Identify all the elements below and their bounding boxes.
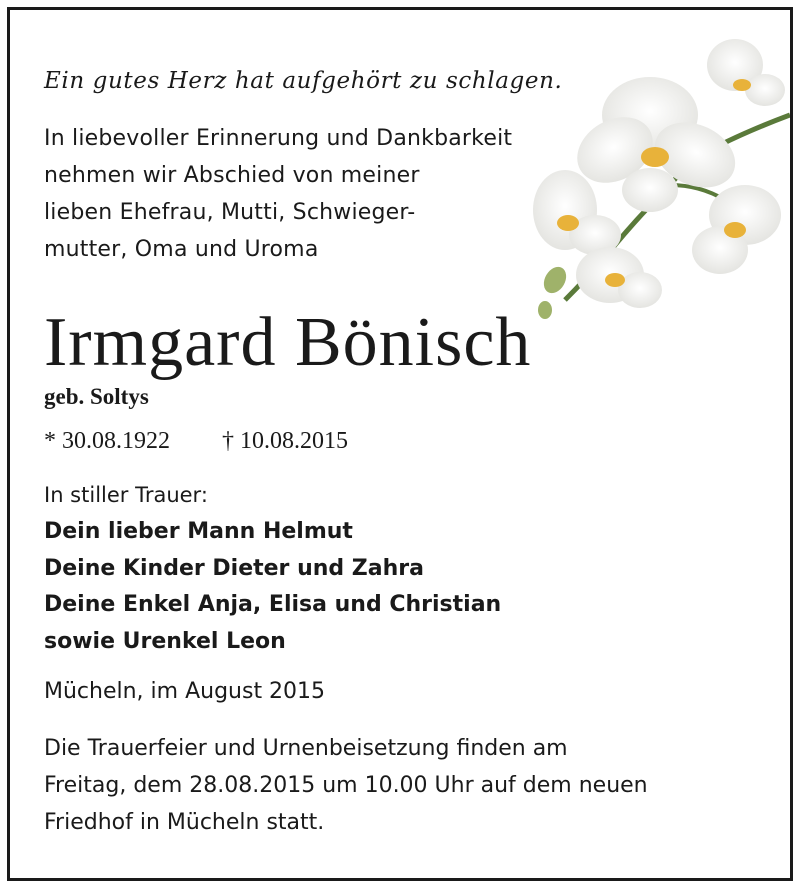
mourner-line: Deine Kinder Dieter und Zahra [44,555,424,581]
service-line: Die Trauerfeier und Urnenbeisetzung finden am [44,736,568,761]
mourner-line: Deine Enkel Anja, Elisa und Christian [44,592,502,617]
mourner-line: sowie Urenkel Leon [44,628,286,654]
service-info [44,730,648,841]
place-date: Mücheln, im August 2015 [44,679,326,704]
intro-line: lieben Ehefrau, Mutti, Schwieger- [44,200,416,225]
birth-date: * 30.08.1922 [44,428,170,454]
deceased-name: Irmgard Bönisch [44,304,532,381]
intro-line: nehmen wir Abschied von meiner [44,163,420,188]
life-dates [44,428,348,455]
obituary-notice [7,7,793,881]
intro-line: In liebevoller Erinnerung und Dankbarkeit [44,126,513,151]
service-line: Freitag, dem 28.08.2015 um 10.00 Uhr auf dem neuen [44,773,648,798]
mourners-list [44,514,501,660]
death-date: † 10.08.2015 [222,428,348,454]
maiden-name: geb. Soltys [44,384,149,409]
intro-line: mutter, Oma und Uroma [44,237,319,262]
service-line: Friedhof in Mücheln statt. [44,810,325,835]
mourner-line: Dein lieber Mann Helmut [44,519,353,544]
intro-text [44,120,512,268]
mourners-label: In stiller Trauer: [44,483,208,507]
motto: Ein gutes Herz hat aufgehört zu schlagen. [44,68,563,94]
